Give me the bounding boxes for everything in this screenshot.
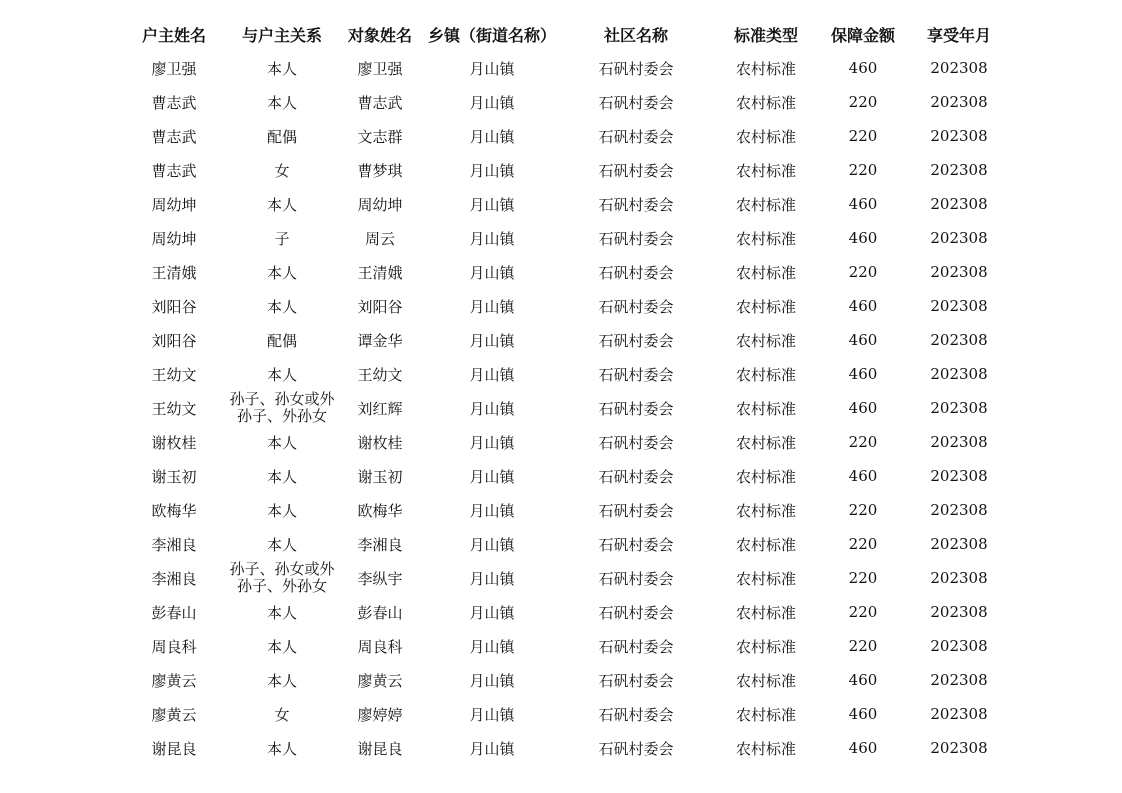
cell-householder-name: 李湘良 (151, 535, 197, 554)
cell-householder-name: 廖卫强 (151, 59, 197, 78)
header-town: 乡镇（街道名称） (427, 25, 556, 45)
table-row (120, 663, 1012, 697)
cell-recipient-name: 刘阳谷 (357, 297, 403, 316)
cell-relationship: 子 (274, 229, 290, 248)
cell-community: 石矾村委会 (598, 93, 674, 112)
table-body (120, 51, 1012, 765)
cell-amount: 460 (848, 399, 878, 417)
table-row (120, 357, 1012, 391)
cell-community: 石矾村委会 (598, 161, 674, 180)
cell-standard-type: 农村标准 (735, 127, 796, 146)
cell-town: 月山镇 (469, 671, 515, 690)
cell-householder-name: 彭春山 (151, 603, 197, 622)
cell-recipient-name: 曹梦琪 (357, 161, 403, 180)
cell-relationship: 本人 (266, 93, 297, 112)
cell-householder-name: 刘阳谷 (151, 297, 197, 316)
cell-community: 石矾村委会 (598, 501, 674, 520)
cell-amount: 460 (848, 229, 878, 247)
cell-town: 月山镇 (469, 637, 515, 656)
cell-amount: 220 (848, 127, 878, 145)
cell-amount: 460 (848, 297, 878, 315)
cell-standard-type: 农村标准 (735, 229, 796, 248)
table-row (120, 119, 1012, 153)
cell-community: 石矾村委会 (598, 739, 674, 758)
cell-community: 石矾村委会 (598, 59, 674, 78)
cell-householder-name: 周幼坤 (151, 195, 197, 214)
cell-standard-type: 农村标准 (735, 637, 796, 656)
cell-relationship: 本人 (266, 433, 297, 452)
header-amount: 保障金额 (830, 25, 895, 45)
cell-householder-name: 曹志武 (151, 93, 197, 112)
cell-town: 月山镇 (469, 263, 515, 282)
subsidy-table (120, 17, 1012, 765)
cell-town: 月山镇 (469, 297, 515, 316)
cell-recipient-name: 谢玉初 (357, 467, 403, 486)
cell-recipient-name: 王清娥 (357, 263, 403, 282)
cell-recipient-name: 刘红辉 (357, 399, 403, 418)
cell-period: 202308 (930, 195, 988, 213)
cell-period: 202308 (930, 705, 988, 723)
cell-standard-type: 农村标准 (735, 433, 796, 452)
table-header (120, 17, 1012, 51)
cell-period: 202308 (930, 433, 988, 451)
cell-householder-name: 廖黄云 (151, 671, 197, 690)
cell-period: 202308 (930, 637, 988, 655)
cell-community: 石矾村委会 (598, 433, 674, 452)
cell-standard-type: 农村标准 (735, 331, 796, 350)
cell-standard-type: 农村标准 (735, 569, 796, 588)
cell-householder-name: 曹志武 (151, 161, 197, 180)
cell-recipient-name: 谢枚桂 (357, 433, 403, 452)
cell-relationship: 本人 (266, 263, 297, 282)
table-row (120, 527, 1012, 561)
header-period: 享受年月 (926, 25, 991, 45)
table-row (120, 731, 1012, 765)
cell-amount: 460 (848, 331, 878, 349)
cell-amount: 220 (848, 637, 878, 655)
cell-amount: 220 (848, 93, 878, 111)
cell-standard-type: 农村标准 (735, 297, 796, 316)
cell-relationship: 本人 (266, 365, 297, 384)
cell-amount: 220 (848, 603, 878, 621)
cell-community: 石矾村委会 (598, 535, 674, 554)
cell-period: 202308 (930, 569, 988, 587)
cell-amount: 460 (848, 59, 878, 77)
table-row (120, 51, 1012, 85)
table-row (120, 221, 1012, 255)
cell-town: 月山镇 (469, 739, 515, 758)
cell-householder-name: 周良科 (151, 637, 197, 656)
cell-period: 202308 (930, 93, 988, 111)
cell-amount: 220 (848, 501, 878, 519)
cell-recipient-name: 曹志武 (357, 93, 403, 112)
cell-recipient-name: 廖婷婷 (357, 705, 403, 724)
cell-period: 202308 (930, 739, 988, 757)
cell-relationship: 本人 (266, 467, 297, 486)
cell-householder-name: 谢昆良 (151, 739, 197, 758)
cell-relationship: 本人 (266, 501, 297, 520)
cell-standard-type: 农村标准 (735, 195, 796, 214)
cell-period: 202308 (930, 263, 988, 281)
cell-relationship: 配偶 (266, 331, 297, 350)
cell-recipient-name: 周幼坤 (357, 195, 403, 214)
cell-town: 月山镇 (469, 331, 515, 350)
cell-householder-name: 李湘良 (151, 569, 197, 588)
cell-amount: 460 (848, 467, 878, 485)
cell-relationship: 女 (274, 705, 290, 724)
cell-town: 月山镇 (469, 161, 515, 180)
cell-community: 石矾村委会 (598, 331, 674, 350)
cell-town: 月山镇 (469, 195, 515, 214)
cell-householder-name: 王清娥 (151, 263, 197, 282)
cell-period: 202308 (930, 399, 988, 417)
cell-householder-name: 谢枚桂 (151, 433, 197, 452)
cell-town: 月山镇 (469, 603, 515, 622)
cell-period: 202308 (930, 161, 988, 179)
cell-householder-name: 周幼坤 (151, 229, 197, 248)
cell-town: 月山镇 (469, 705, 515, 724)
cell-relationship: 本人 (266, 671, 297, 690)
cell-amount: 460 (848, 705, 878, 723)
cell-amount: 220 (848, 263, 878, 281)
cell-town: 月山镇 (469, 501, 515, 520)
cell-recipient-name: 李纵宇 (357, 569, 403, 588)
cell-period: 202308 (930, 229, 988, 247)
cell-relationship: 本人 (266, 637, 297, 656)
cell-period: 202308 (930, 671, 988, 689)
cell-householder-name: 曹志武 (151, 127, 197, 146)
cell-recipient-name: 周良科 (357, 637, 403, 656)
cell-town: 月山镇 (469, 59, 515, 78)
cell-period: 202308 (930, 501, 988, 519)
table-row (120, 187, 1012, 221)
cell-relationship: 孙子、孙女或外孙子、外孙女 (229, 561, 335, 595)
cell-relationship: 本人 (266, 59, 297, 78)
cell-period: 202308 (930, 331, 988, 349)
cell-town: 月山镇 (469, 399, 515, 418)
cell-community: 石矾村委会 (598, 195, 674, 214)
cell-householder-name: 王幼文 (151, 365, 197, 384)
cell-recipient-name: 王幼文 (357, 365, 403, 384)
cell-town: 月山镇 (469, 433, 515, 452)
cell-community: 石矾村委会 (598, 569, 674, 588)
cell-community: 石矾村委会 (598, 637, 674, 656)
cell-standard-type: 农村标准 (735, 603, 796, 622)
table-row (120, 629, 1012, 663)
cell-standard-type: 农村标准 (735, 705, 796, 724)
cell-town: 月山镇 (469, 467, 515, 486)
cell-householder-name: 廖黄云 (151, 705, 197, 724)
cell-relationship: 本人 (266, 195, 297, 214)
cell-community: 石矾村委会 (598, 467, 674, 486)
cell-relationship: 本人 (266, 739, 297, 758)
cell-standard-type: 农村标准 (735, 671, 796, 690)
header-recipient-name: 对象姓名 (347, 25, 412, 45)
table-row (120, 255, 1012, 289)
table-row (120, 425, 1012, 459)
table-row (120, 289, 1012, 323)
cell-town: 月山镇 (469, 365, 515, 384)
cell-standard-type: 农村标准 (735, 263, 796, 282)
cell-period: 202308 (930, 127, 988, 145)
cell-relationship: 孙子、孙女或外孙子、外孙女 (229, 391, 335, 425)
cell-recipient-name: 文志群 (357, 127, 403, 146)
cell-relationship: 本人 (266, 603, 297, 622)
cell-recipient-name: 彭春山 (357, 603, 403, 622)
cell-community: 石矾村委会 (598, 705, 674, 724)
cell-standard-type: 农村标准 (735, 739, 796, 758)
table-row (120, 595, 1012, 629)
cell-standard-type: 农村标准 (735, 501, 796, 520)
cell-amount: 460 (848, 365, 878, 383)
cell-householder-name: 刘阳谷 (151, 331, 197, 350)
cell-community: 石矾村委会 (598, 603, 674, 622)
header-standard-type: 标准类型 (733, 25, 798, 45)
cell-standard-type: 农村标准 (735, 93, 796, 112)
cell-amount: 460 (848, 195, 878, 213)
cell-community: 石矾村委会 (598, 399, 674, 418)
cell-period: 202308 (930, 59, 988, 77)
cell-town: 月山镇 (469, 93, 515, 112)
cell-recipient-name: 谭金华 (357, 331, 403, 350)
table-row (120, 493, 1012, 527)
cell-community: 石矾村委会 (598, 671, 674, 690)
cell-town: 月山镇 (469, 127, 515, 146)
cell-relationship: 本人 (266, 297, 297, 316)
table-row (120, 323, 1012, 357)
cell-standard-type: 农村标准 (735, 161, 796, 180)
cell-amount: 220 (848, 433, 878, 451)
cell-town: 月山镇 (469, 569, 515, 588)
cell-period: 202308 (930, 603, 988, 621)
cell-community: 石矾村委会 (598, 297, 674, 316)
cell-householder-name: 谢玉初 (151, 467, 197, 486)
cell-recipient-name: 廖卫强 (357, 59, 403, 78)
table-row (120, 153, 1012, 187)
cell-recipient-name: 廖黄云 (357, 671, 403, 690)
cell-relationship: 配偶 (266, 127, 297, 146)
cell-standard-type: 农村标准 (735, 59, 796, 78)
header-community: 社区名称 (603, 25, 668, 45)
cell-amount: 220 (848, 535, 878, 553)
table-row (120, 459, 1012, 493)
table-row (120, 391, 1012, 425)
cell-period: 202308 (930, 467, 988, 485)
table-row (120, 561, 1012, 595)
cell-recipient-name: 欧梅华 (357, 501, 403, 520)
cell-householder-name: 王幼文 (151, 399, 197, 418)
cell-standard-type: 农村标准 (735, 399, 796, 418)
cell-amount: 460 (848, 739, 878, 757)
cell-standard-type: 农村标准 (735, 535, 796, 554)
cell-community: 石矾村委会 (598, 263, 674, 282)
cell-householder-name: 欧梅华 (151, 501, 197, 520)
cell-period: 202308 (930, 535, 988, 553)
cell-recipient-name: 李湘良 (357, 535, 403, 554)
cell-relationship: 女 (274, 161, 290, 180)
cell-community: 石矾村委会 (598, 365, 674, 384)
cell-period: 202308 (930, 297, 988, 315)
cell-amount: 220 (848, 569, 878, 587)
header-relationship: 与户主关系 (241, 25, 322, 45)
cell-town: 月山镇 (469, 229, 515, 248)
cell-community: 石矾村委会 (598, 229, 674, 248)
cell-amount: 460 (848, 671, 878, 689)
header-householder-name: 户主姓名 (141, 25, 206, 45)
cell-recipient-name: 谢昆良 (357, 739, 403, 758)
cell-amount: 220 (848, 161, 878, 179)
header-row (120, 17, 1012, 51)
cell-recipient-name: 周云 (364, 229, 395, 248)
cell-period: 202308 (930, 365, 988, 383)
cell-community: 石矾村委会 (598, 127, 674, 146)
table-row (120, 697, 1012, 731)
cell-standard-type: 农村标准 (735, 365, 796, 384)
table-row (120, 85, 1012, 119)
cell-standard-type: 农村标准 (735, 467, 796, 486)
cell-town: 月山镇 (469, 535, 515, 554)
cell-relationship: 本人 (266, 535, 297, 554)
